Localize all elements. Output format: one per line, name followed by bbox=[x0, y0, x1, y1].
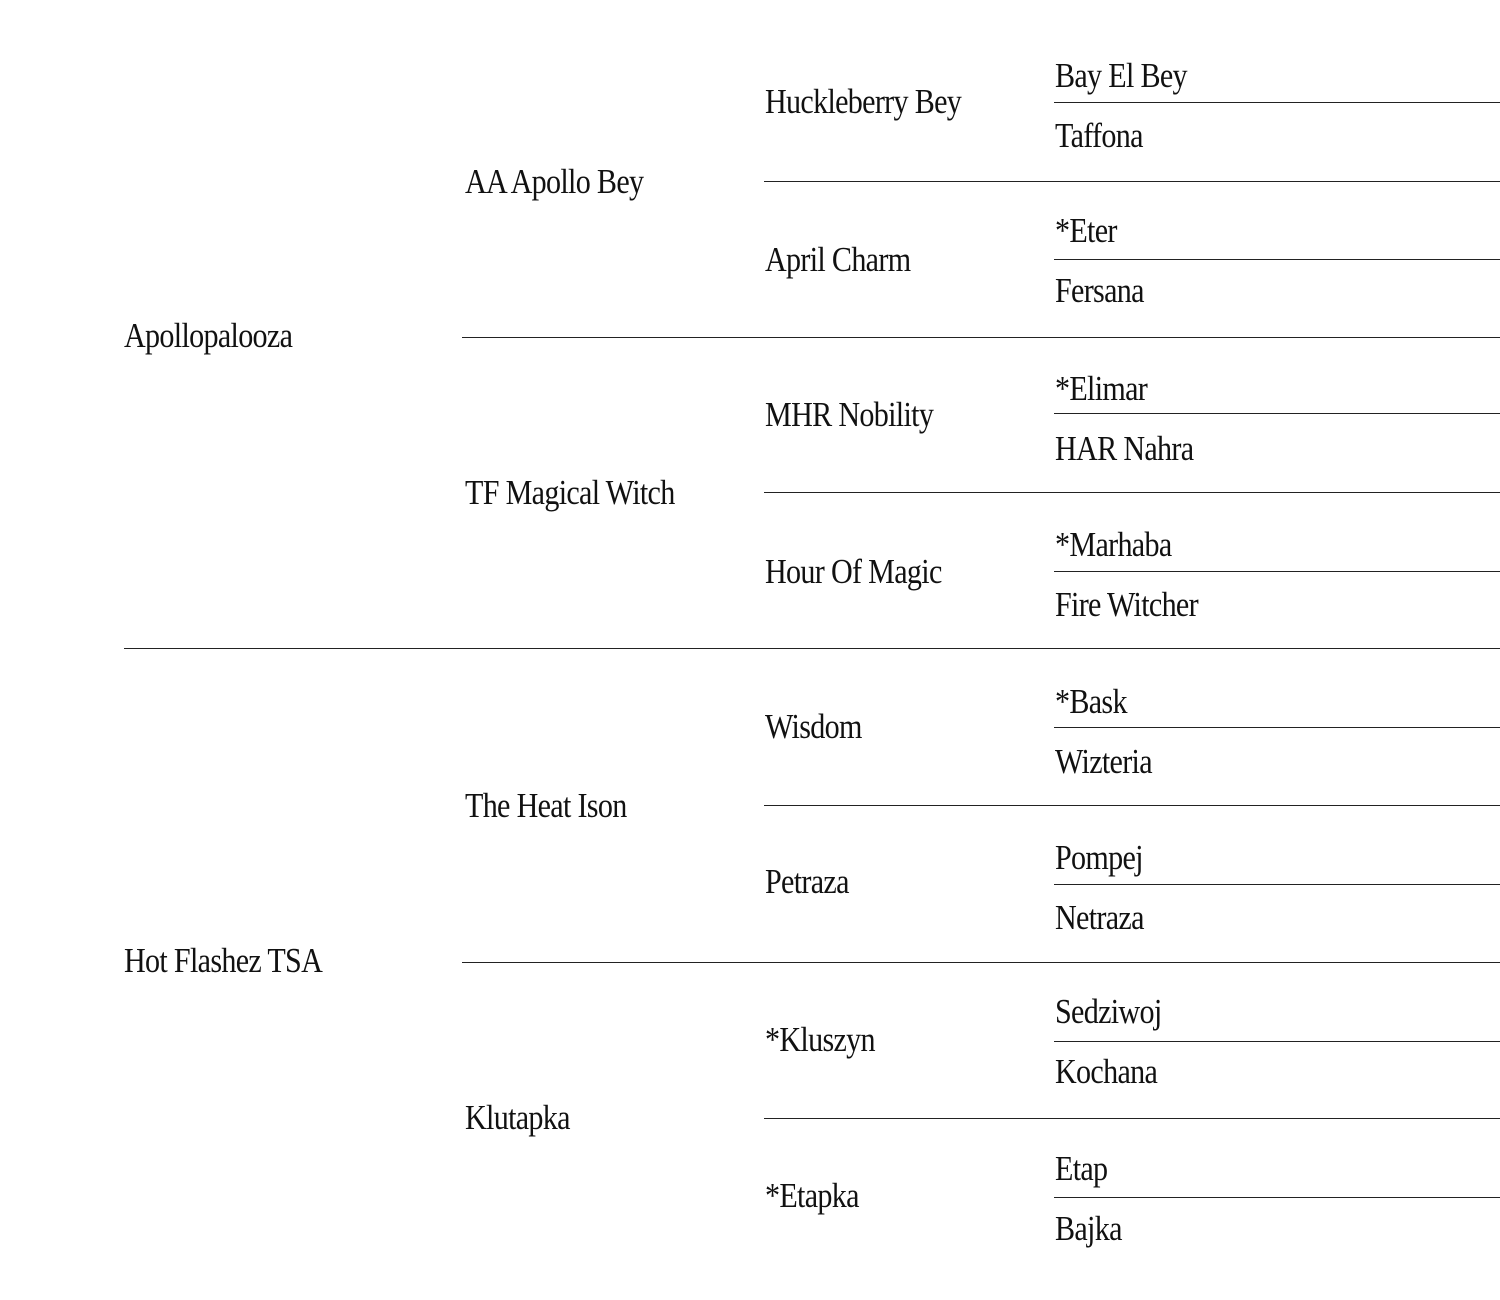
divider-gen2 bbox=[462, 337, 1500, 338]
ancestor-gen4-11: Pompej bbox=[1055, 838, 1143, 877]
ancestor-gen4-6: HAR Nahra bbox=[1055, 429, 1194, 468]
sire-dam-name: TF Magical Witch bbox=[465, 473, 675, 512]
ancestor-gen4-7: *Marhaba bbox=[1055, 525, 1172, 564]
ancestor-gen4-13: Sedziwoj bbox=[1055, 992, 1162, 1031]
ancestor-gen4-3: *Eter bbox=[1055, 211, 1117, 250]
divider-gen3 bbox=[764, 492, 1500, 493]
dam-dam-name: Klutapka bbox=[465, 1098, 570, 1137]
divider-gen3 bbox=[764, 1118, 1500, 1119]
divider-gen4 bbox=[1054, 571, 1500, 572]
divider-gen3 bbox=[764, 181, 1500, 182]
dam-dam-dam-name: *Etapka bbox=[765, 1176, 859, 1215]
sire-sire-dam-name: April Charm bbox=[765, 240, 911, 279]
dam-sire-sire-name: Wisdom bbox=[765, 707, 862, 746]
ancestor-gen4-4: Fersana bbox=[1055, 271, 1144, 310]
divider-gen3 bbox=[764, 805, 1500, 806]
ancestor-gen4-8: Fire Witcher bbox=[1055, 585, 1198, 624]
ancestor-gen4-2: Taffona bbox=[1055, 116, 1143, 155]
dam-sire-dam-name: Petraza bbox=[765, 862, 849, 901]
divider-gen1 bbox=[124, 648, 1500, 649]
dam-dam-sire-name: *Kluszyn bbox=[765, 1020, 875, 1059]
sire-name: Apollopalooza bbox=[124, 316, 293, 355]
dam-sire-name: The Heat Ison bbox=[465, 786, 627, 825]
divider-gen4 bbox=[1054, 884, 1500, 885]
ancestor-gen4-15: Etap bbox=[1055, 1149, 1108, 1188]
ancestor-gen4-1: Bay El Bey bbox=[1055, 56, 1187, 95]
divider-gen4 bbox=[1054, 102, 1500, 103]
ancestor-gen4-9: *Bask bbox=[1055, 682, 1127, 721]
sire-sire-sire-name: Huckleberry Bey bbox=[765, 82, 962, 121]
divider-gen4 bbox=[1054, 259, 1500, 260]
divider-gen4 bbox=[1054, 1197, 1500, 1198]
ancestor-gen4-12: Netraza bbox=[1055, 898, 1144, 937]
divider-gen4 bbox=[1054, 727, 1500, 728]
sire-dam-sire-name: MHR Nobility bbox=[765, 395, 934, 434]
sire-dam-dam-name: Hour Of Magic bbox=[765, 552, 942, 591]
divider-gen4 bbox=[1054, 1041, 1500, 1042]
divider-gen2 bbox=[462, 962, 1500, 963]
ancestor-gen4-10: Wizteria bbox=[1055, 742, 1152, 781]
dam-name: Hot Flashez TSA bbox=[124, 941, 323, 980]
ancestor-gen4-14: Kochana bbox=[1055, 1052, 1158, 1091]
ancestor-gen4-5: *Elimar bbox=[1055, 369, 1148, 408]
divider-gen4 bbox=[1054, 413, 1500, 414]
ancestor-gen4-16: Bajka bbox=[1055, 1209, 1122, 1248]
sire-sire-name: AA Apollo Bey bbox=[465, 162, 644, 201]
